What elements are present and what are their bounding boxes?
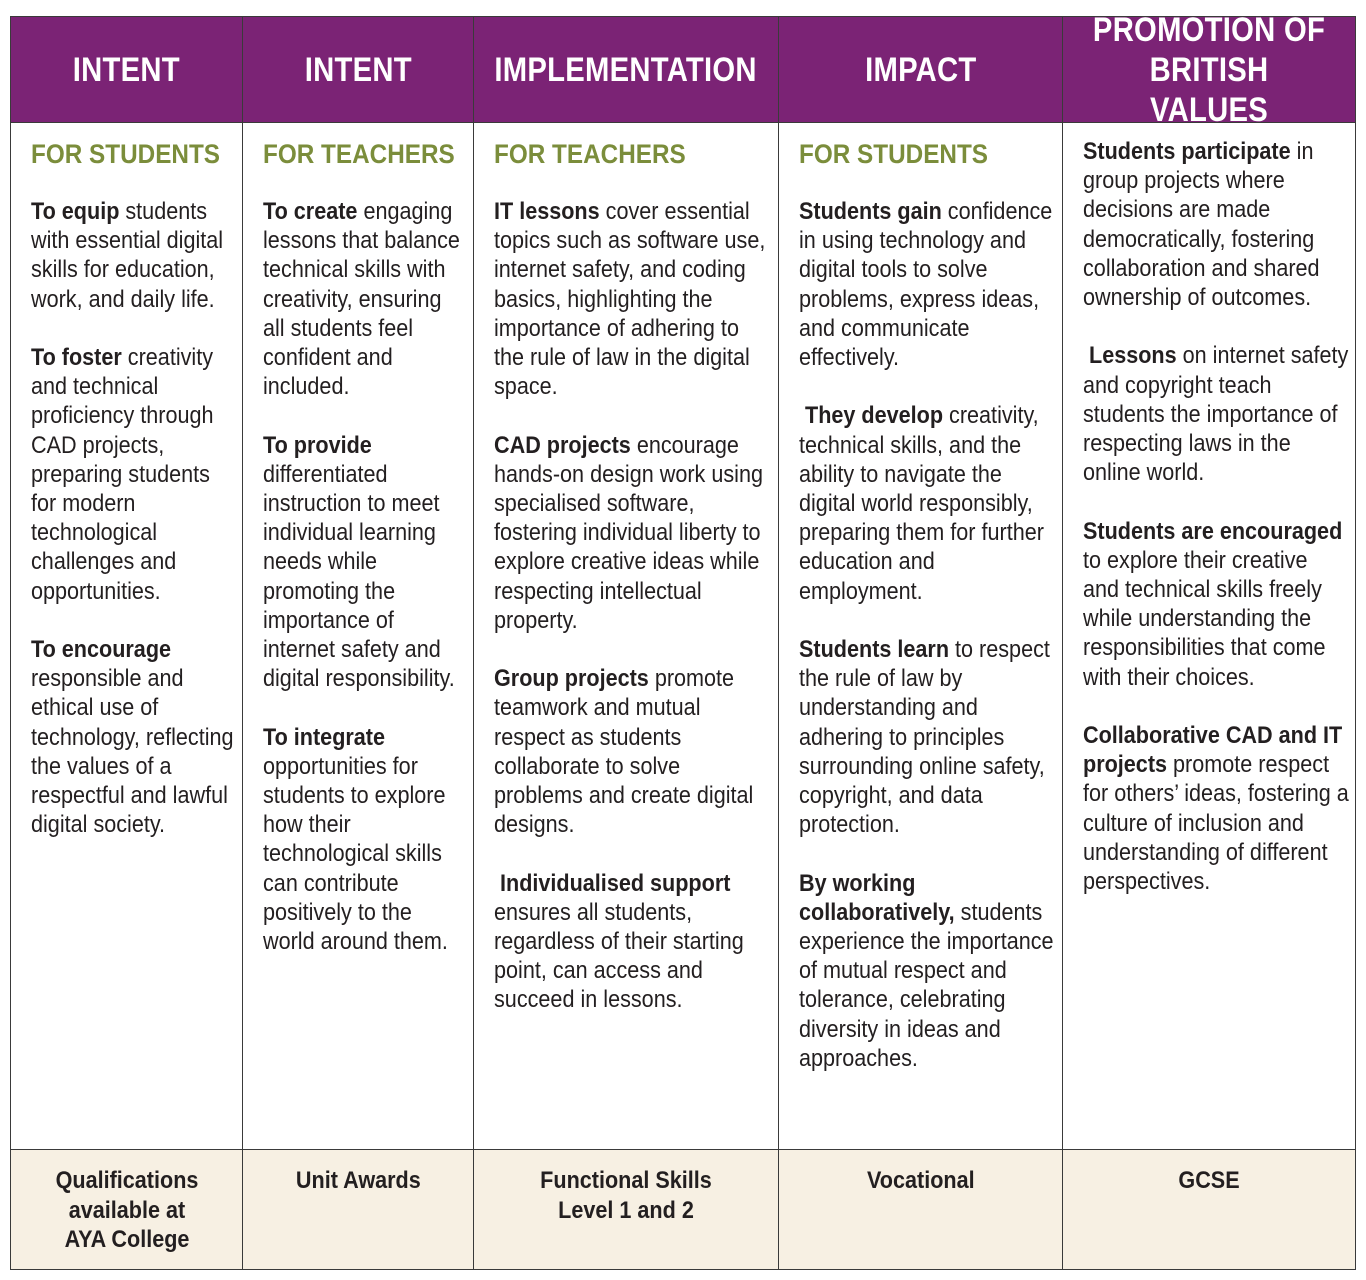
statement-text: students experience the importance of mutual respect and tolerance, celebrating diversity in ideas and approaches. [799, 898, 1054, 1072]
statement-paragraph [1083, 137, 1349, 312]
statement-text: creativity and technical proficiency through CAD projects, preparing students for modern technological challenges and opportunities. [31, 344, 214, 605]
statement-paragraph [799, 401, 1057, 605]
statement-paragraph [1083, 341, 1349, 487]
statement-text: engaging lessons that balance technical skills with creativity, ensuring all students feel confident and included. [263, 198, 460, 401]
audience-subheader: FOR STUDENTS [799, 139, 989, 169]
column-body [243, 123, 473, 1151]
column-intent-students [11, 17, 243, 1269]
curriculum-table [10, 10, 1356, 1270]
qualification-label: Vocational [866, 1167, 975, 1194]
statement-paragraph [799, 197, 1057, 372]
qualification-label: Functional Skills Level 1 and 2 [540, 1167, 712, 1224]
qualification-cell [779, 1149, 1062, 1269]
column-body [474, 123, 778, 1151]
statement-lead: To encourage [31, 636, 172, 664]
statement-text: differentiated instruction to meet individual learning needs while promoting the importance of internet safety and digital responsibility. [263, 460, 455, 693]
statement-paragraph [31, 343, 237, 606]
statement-paragraph [799, 869, 1057, 1073]
column-implementation-teachers [474, 17, 779, 1269]
qualification-label: GCSE [1178, 1167, 1240, 1194]
statement-lead: CAD projects [494, 431, 631, 459]
column-header-label: IMPACT [864, 50, 977, 89]
statement-paragraph [31, 635, 237, 839]
statement-text: promote teamwork and mutual respect as students collaborate to solve problems and create digital designs. [494, 665, 754, 839]
column-header-label: INTENT [304, 50, 412, 89]
statement-text: ensures all students, regardless of their starting point, can access and succeed in lessons. [494, 898, 744, 1014]
statement-paragraph [494, 664, 773, 839]
statement-lead: Students participate [1083, 138, 1291, 165]
statement-paragraph [263, 431, 468, 694]
qualification-label: Unit Awards [295, 1167, 421, 1194]
statement-text: responsible and ethical use of technology, reflecting the values of a respectful and lawful digital society. [31, 665, 234, 839]
audience-subheader: FOR STUDENTS [31, 139, 221, 169]
statement-text: students with essential digital skills for education, work, and daily life. [31, 198, 224, 313]
statement-text: creativity, technical skills, and the ability to navigate the digital world responsibly, preparing them for further education and employment. [799, 402, 1044, 605]
statement-paragraph [799, 635, 1057, 839]
statement-paragraph [31, 197, 237, 314]
statement-lead: To create [263, 198, 358, 225]
column-header-label: INTENT [72, 50, 181, 89]
column-header [779, 17, 1062, 123]
column-header-label: PROMOTION OF BRITISH VALUES [1092, 10, 1326, 129]
statement-lead: Individualised support [494, 869, 731, 897]
qualification-cell [243, 1149, 473, 1269]
statement-paragraph [494, 869, 773, 1015]
qualification-cell [11, 1149, 242, 1269]
statement-lead: They develop [799, 402, 944, 430]
column-british-values [1063, 10, 1355, 1269]
qualification-label: Qualifications available at AYA College [55, 1167, 198, 1253]
statement-text: on internet safety and copyright teach students the importance of respecting laws in the online world. [1083, 342, 1349, 487]
statement-paragraph [1083, 517, 1349, 692]
statement-lead: Students are encouraged [1083, 517, 1343, 545]
column-body [11, 123, 242, 1151]
statement-lead: Group projects [494, 665, 649, 693]
statement-text: cover essential topics such as software use, internet safety, and coding basics, highlighting the importance of adhering to the rule of law in the digital space. [494, 198, 766, 401]
statement-lead: Collaborative CAD and IT projects [1083, 722, 1349, 779]
column-header-label: IMPLEMENTATION [494, 50, 758, 89]
column-body [1063, 123, 1355, 1151]
column-header [474, 17, 778, 123]
statement-lead: To equip [31, 198, 120, 225]
qualification-cell [474, 1149, 778, 1269]
statement-paragraph [263, 197, 468, 401]
column-intent-teachers [243, 17, 474, 1269]
statement-paragraph [494, 431, 773, 635]
statement-text: to respect the rule of law by understanding and adhering to principles surrounding online safety, copyright, and data protection. [799, 636, 1050, 839]
statement-paragraph [263, 723, 468, 957]
statement-paragraph [494, 197, 773, 401]
statement-paragraph [1083, 721, 1349, 896]
statement-lead: To provide [263, 431, 372, 459]
column-header [11, 17, 242, 123]
statement-lead: By working collaboratively, [799, 869, 955, 926]
statement-lead: IT lessons [494, 198, 600, 225]
column-header [1063, 10, 1355, 129]
column-impact-students [779, 17, 1063, 1269]
column-header [243, 17, 473, 123]
statement-text: encourage hands-on design work using specialised software, fostering individual liberty to explore creative ideas while respecting intellectual property. [494, 431, 763, 634]
statement-lead: Lessons [1083, 342, 1177, 370]
statement-lead: Students gain [799, 198, 942, 225]
audience-subheader: FOR TEACHERS [263, 139, 455, 169]
statement-lead: To foster [31, 344, 122, 371]
statement-text: in group projects where decisions are made democratically, fostering collaboration and shared ownership of outcomes. [1083, 138, 1320, 312]
statement-text: opportunities for students to explore how their technological skills can contribute positively to the world around them. [263, 752, 448, 956]
statement-lead: To integrate [263, 723, 386, 751]
statement-lead: Students learn [799, 636, 950, 664]
statement-text: promote respect for others’ ideas, fostering a culture of inclusion and understanding of different perspectives. [1083, 751, 1349, 896]
statement-text: confidence in using technology and digital tools to solve problems, express ideas, and communicate effectively. [799, 198, 1053, 372]
audience-subheader: FOR TEACHERS [494, 139, 686, 169]
qualification-cell [1063, 1149, 1355, 1269]
statement-text: to explore their creative and technical skills freely while understanding the responsibilities that come with their choices. [1083, 546, 1326, 691]
column-body [779, 123, 1062, 1151]
